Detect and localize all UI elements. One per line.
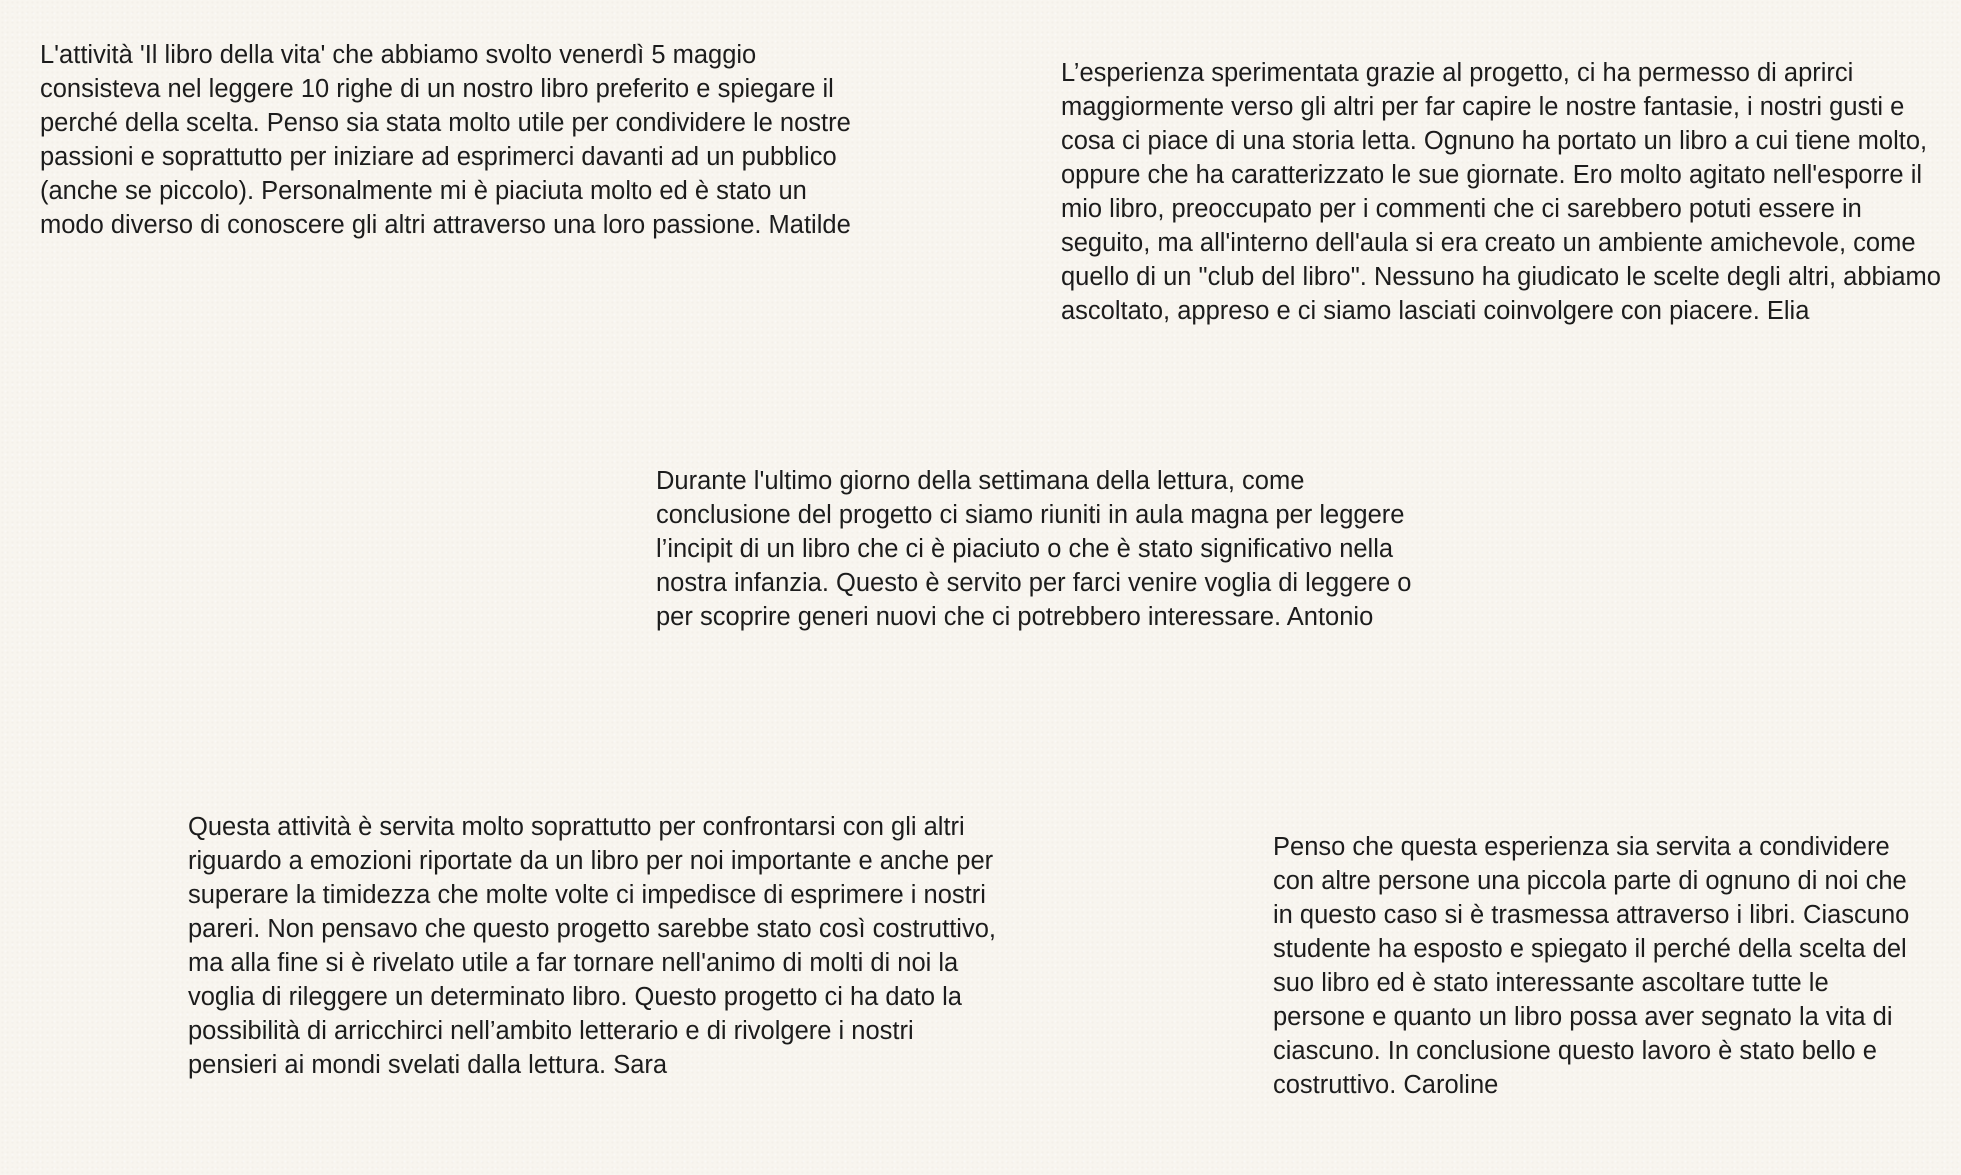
testimonial-antonio-text: Durante l'ultimo giorno della settimana della lettura, come conclusione del progetto ci siamo riuniti in aula magna per leggere l’incipit di un libro che ci è piaciuto o che è stato significativo nella nostra infanzia. Questo è servito per farci venire voglia di leggere o per scoprire generi nuovi che ci potrebbero interessare. Antonio — [656, 467, 1412, 631]
testimonial-sara-text: Questa attività è servita molto soprattutto per confrontarsi con gli altri riguardo a emozioni riportate da un libro per noi importante e anche per superare la timidezza che molte volte ci impedisce di esprimere i nostri pareri. Non pensavo che questo progetto sarebbe stato così costruttivo, ma alla fine si è rivelato utile a far tornare nell'animo di molti di noi la voglia di rileggere un determinato libro. Questo progetto ci ha dato la possibilità di arricchirci nell’ambito letterario e di rivolgere i nostri pensieri ai mondi svelati dalla lettura. Sara — [188, 813, 996, 1079]
testimonial-antonio — [656, 464, 1416, 634]
testimonial-sara — [188, 810, 1008, 1082]
testimonial-elia — [1061, 56, 1941, 328]
testimonial-matilde-text: L'attività 'Il libro della vita' che abbiamo svolto venerdì 5 maggio consisteva nel leggere 10 righe di un nostro libro preferito e spiegare il perché della scelta. Penso sia stata molto utile per condividere le nostre passioni e soprattutto per iniziare ad esprimerci davanti ad un pubblico (anche se piccolo). Personalmente mi è piaciuta molto ed è stato un modo diverso di conoscere gli altri attraverso una loro passione. Matilde — [40, 41, 851, 239]
testimonial-elia-text: L’esperienza sperimentata grazie al progetto, ci ha permesso di aprirci maggiormente verso gli altri per far capire le nostre fantasie, i nostri gusti e cosa ci piace di una storia letta. Ognuno ha portato un libro a cui tiene molto, oppure che ha caratterizzato le sue giornate. Ero molto agitato nell'esporre il mio libro, preoccupato per i commenti che ci sarebbero potuti essere in seguito, ma all'interno dell'aula si era creato un ambiente amichevole, come quello di un "club del libro". Nessuno ha giudicato le scelte degli altri, abbiamo ascoltato, appreso e ci siamo lasciati coinvolgere con piacere. Elia — [1061, 59, 1941, 325]
testimonial-matilde — [40, 38, 855, 242]
testimonial-caroline — [1273, 830, 1913, 1102]
testimonial-caroline-text: Penso che questa esperienza sia servita a condividere con altre persone una piccola parte di ognuno di noi che in questo caso si è trasmessa attraverso i libri. Ciascuno studente ha esposto e spiegato il perché della scelta del suo libro ed è stato interessante ascoltare tutte le persone e quanto un libro possa aver segnato la vita di ciascuno. In conclusione questo lavoro è stato bello e costruttivo. Caroline — [1273, 833, 1910, 1099]
